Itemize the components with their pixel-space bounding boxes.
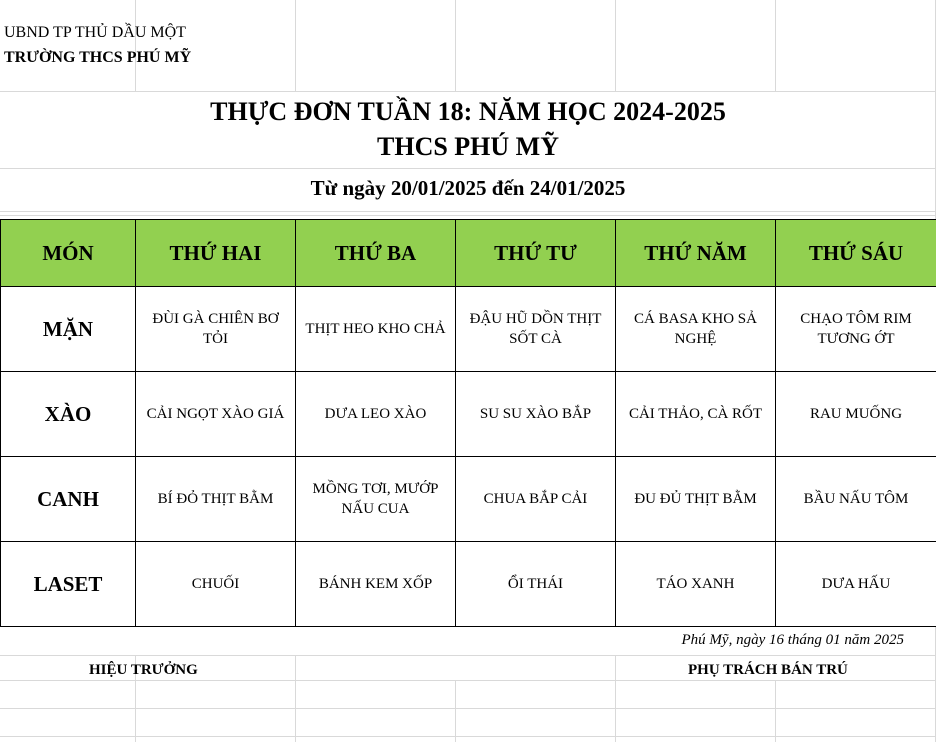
- table-row: [1, 372, 936, 457]
- column-header: MÓN: [1, 220, 136, 287]
- dish-type: XÀO: [1, 372, 136, 457]
- table-row: [1, 287, 936, 372]
- dish-type: LASET: [1, 542, 136, 627]
- grid-v: [135, 0, 136, 91]
- column-header: THỨ TƯ: [456, 220, 616, 287]
- grid-h: [0, 215, 936, 216]
- column-header: THỨ SÁU: [776, 220, 936, 287]
- school-name: TRƯỜNG THCS PHÚ MỸ: [4, 49, 192, 66]
- grid-h: [0, 736, 936, 737]
- grid-v: [455, 0, 456, 91]
- menu-cell: DƯA HẤU: [776, 542, 936, 627]
- menu-cell: ĐẬU HŨ DỒN THỊT SỐT CÀ: [456, 287, 616, 372]
- menu-cell: CẢI NGỌT XÀO GIÁ: [136, 372, 296, 457]
- menu-cell: THỊT HEO KHO CHẢ: [296, 287, 456, 372]
- column-header: THỨ BA: [296, 220, 456, 287]
- grid-v: [615, 655, 616, 742]
- boarding-manager-signature-label: PHỤ TRÁCH BÁN TRÚ: [688, 662, 848, 678]
- menu-cell: BÍ ĐỎ THỊT BẰM: [136, 457, 296, 542]
- column-header: THỨ HAI: [136, 220, 296, 287]
- grid-v: [615, 0, 616, 91]
- menu-cell: BÁNH KEM XỐP: [296, 542, 456, 627]
- date-range: Từ ngày 20/01/2025 đến 24/01/2025: [310, 176, 626, 200]
- column-header: THỨ NĂM: [616, 220, 776, 287]
- menu-cell: ĐÙI GÀ CHIÊN BƠ TỎI: [136, 287, 296, 372]
- principal-signature-label: HIỆU TRƯỞNG: [89, 662, 198, 678]
- grid-v: [295, 655, 296, 742]
- table-row: [1, 542, 936, 627]
- grid-h: [0, 680, 936, 681]
- org-name: UBND TP THỦ DẦU MỘT: [4, 24, 186, 41]
- grid-v: [775, 0, 776, 91]
- menu-cell: RAU MUỐNG: [776, 372, 936, 457]
- menu-cell: DƯA LEO XÀO: [296, 372, 456, 457]
- dish-type: CANH: [1, 457, 136, 542]
- menu-title: THỰC ĐƠN TUẦN 18: NĂM HỌC 2024-2025: [210, 97, 726, 126]
- dish-type: MẶN: [1, 287, 136, 372]
- menu-cell: BẦU NẤU TÔM: [776, 457, 936, 542]
- grid-v: [455, 680, 456, 742]
- menu-cell: ỔI THÁI: [456, 542, 616, 627]
- menu-cell: CHUỐI: [136, 542, 296, 627]
- grid-v: [295, 0, 296, 91]
- grid-h: [0, 91, 936, 92]
- grid-h: [0, 168, 936, 169]
- menu-cell: CHUA BẮP CẢI: [456, 457, 616, 542]
- grid-h: [0, 708, 936, 709]
- table-header-row: [1, 220, 936, 287]
- place-date: Phú Mỹ, ngày 16 tháng 01 năm 2025: [681, 632, 904, 648]
- grid-v: [775, 680, 776, 742]
- table-row: [1, 457, 936, 542]
- menu-cell: TÁO XANH: [616, 542, 776, 627]
- menu-cell: MỒNG TƠI, MƯỚP NẤU CUA: [296, 457, 456, 542]
- menu-cell: CÁ BASA KHO SẢ NGHỆ: [616, 287, 776, 372]
- menu-cell: ĐU ĐỦ THỊT BẰM: [616, 457, 776, 542]
- grid-h: [0, 655, 936, 656]
- menu-subtitle: THCS PHÚ MỸ: [377, 132, 559, 161]
- menu-cell: CẢI THẢO, CÀ RỐT: [616, 372, 776, 457]
- menu-cell: CHẠO TÔM RIM TƯƠNG ỚT: [776, 287, 936, 372]
- grid-h: [0, 211, 936, 212]
- menu-cell: SU SU XÀO BẮP: [456, 372, 616, 457]
- menu-table: [0, 219, 936, 627]
